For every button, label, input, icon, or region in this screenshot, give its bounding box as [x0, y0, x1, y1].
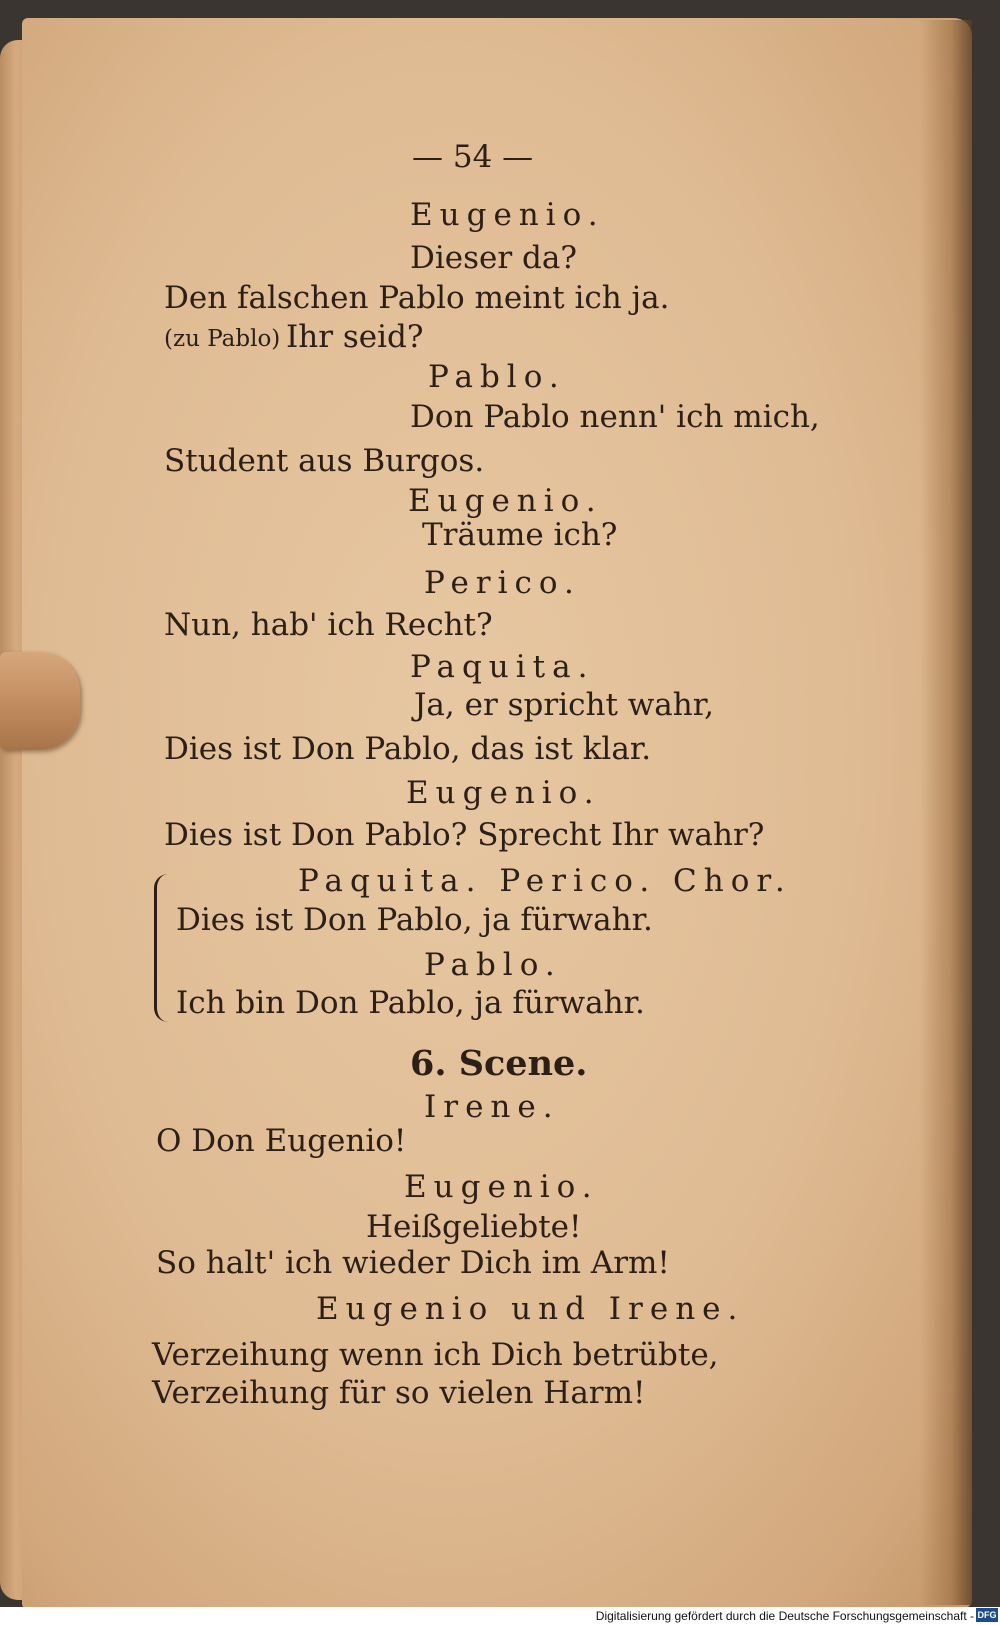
speaker-eugenio: Eugenio.: [408, 483, 603, 519]
verse-line: Verzeihung für so vielen Harm!: [152, 1375, 646, 1411]
speaker-pablo: Pablo.: [428, 359, 566, 395]
speaker-eugenio: Eugenio.: [406, 775, 601, 811]
digitization-credit: Digitalisierung gefördert durch die Deutsche Forschungsgemeinschaft -: [595, 1609, 974, 1623]
verse-line: Dies ist Don Pablo, ja fürwahr.: [176, 902, 653, 938]
speaker-eugenio: Eugenio.: [404, 1169, 599, 1205]
speaker-perico: Perico.: [424, 565, 581, 601]
speaker-pablo: Pablo.: [424, 947, 562, 983]
speaker-eugenio: Eugenio.: [410, 197, 605, 233]
verse-line: Heißgeliebte!: [366, 1209, 582, 1245]
book-clasp: [0, 652, 80, 750]
page-gutter-shadow: [920, 20, 972, 1605]
speaker-ensemble: Paquita. Perico. Chor.: [298, 863, 792, 899]
dfg-logo: DFG: [977, 1610, 997, 1620]
verse-line: Träume ich?: [422, 517, 618, 553]
verse-line: Dies ist Don Pablo, das ist klar.: [164, 731, 652, 767]
verse-line: Nun, hab' ich Recht?: [164, 607, 493, 643]
verse-line: Student aus Burgos.: [164, 443, 485, 479]
verse-line: O Don Eugenio!: [156, 1123, 407, 1159]
ensemble-brace: [154, 874, 173, 1022]
page-number: — 54 —: [412, 139, 534, 175]
verse-line: Don Pablo nenn' ich mich,: [410, 399, 820, 435]
speaker-paquita: Paquita.: [410, 649, 595, 685]
verse-line: Dieser da?: [410, 240, 577, 276]
speaker-irene: Irene.: [424, 1089, 560, 1125]
verse-line: Verzeihung wenn ich Dich betrübte,: [152, 1337, 719, 1373]
verse-line: Ihr seid?: [286, 319, 424, 355]
verse-line: Ja, er spricht wahr,: [414, 687, 715, 723]
stage-direction: (zu Pablo): [164, 326, 281, 352]
speaker-eugenio-irene: Eugenio und Irene.: [316, 1291, 745, 1327]
verse-line: Den falschen Pablo meint ich ja.: [164, 280, 670, 316]
verse-line: So halt' ich wieder Dich im Arm!: [156, 1245, 670, 1281]
verse-line: Dies ist Don Pablo? Sprecht Ihr wahr?: [164, 817, 765, 853]
scene-heading: 6. Scene.: [410, 1043, 588, 1084]
verse-line: Ich bin Don Pablo, ja fürwahr.: [176, 985, 645, 1021]
